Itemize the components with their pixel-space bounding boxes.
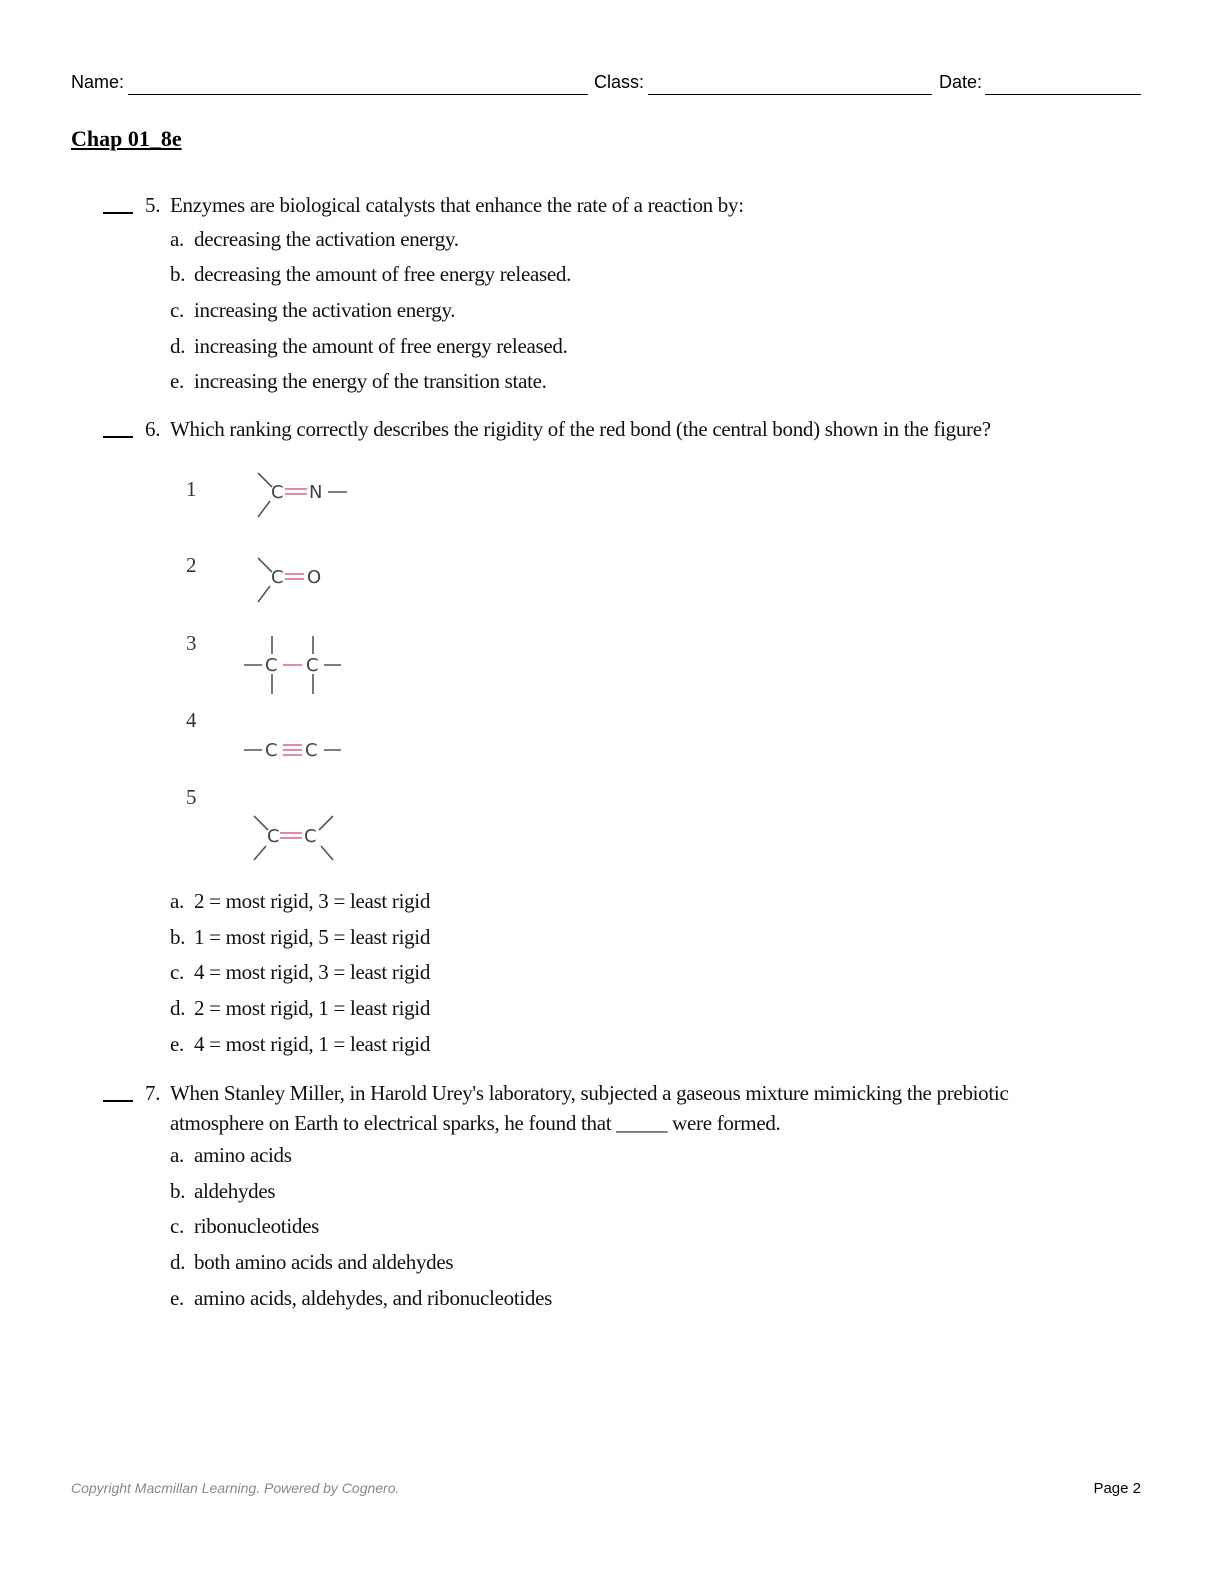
molecule-3-c-single-c — [240, 632, 360, 702]
figure-item-number: 1 — [186, 477, 197, 501]
molecule-1-c-double-n — [240, 465, 360, 525]
answer-blank-6[interactable] — [103, 436, 133, 438]
option-d: d. increasing the amount of free energy released. — [170, 334, 568, 358]
svg-text:O: O — [307, 567, 322, 588]
copyright-notice: Copyright Macmillan Learning. Powered by Cognero. — [71, 1480, 400, 1496]
name-field[interactable] — [128, 94, 588, 95]
option-c: c. ribonucleotides — [170, 1214, 319, 1238]
option-e: e. increasing the energy of the transition state. — [170, 369, 547, 393]
svg-text:N: N — [309, 482, 323, 503]
answer-blank-5[interactable] — [103, 212, 133, 214]
class-field[interactable] — [648, 94, 932, 95]
question-text: Which ranking correctly describes the rigidity of the red bond (the central bond) shown in the figure? — [170, 417, 991, 441]
figure-item-number: 3 — [186, 631, 197, 655]
page-number: Page 2 — [1093, 1480, 1141, 1497]
option-a: a. amino acids — [170, 1143, 292, 1167]
svg-text:C: C — [306, 655, 319, 676]
svg-text:C: C — [265, 740, 278, 761]
svg-text:C: C — [267, 826, 280, 847]
option-e: e. 4 = most rigid, 1 = least rigid — [170, 1032, 431, 1056]
name-label: Name: — [71, 72, 125, 92]
option-b: b. 1 = most rigid, 5 = least rigid — [170, 925, 431, 949]
option-a: a. decreasing the activation energy. — [170, 227, 459, 251]
option-c: c. increasing the activation energy. — [170, 298, 456, 322]
svg-text:C: C — [271, 567, 284, 588]
molecule-4-c-triple-c — [240, 730, 360, 770]
figure-item-number: 4 — [186, 708, 197, 732]
molecule-2-c-double-o — [240, 550, 360, 610]
figure-item-number: 5 — [186, 785, 197, 809]
figure-item-number: 2 — [186, 553, 197, 577]
question-text: Enzymes are biological catalysts that enhance the rate of a reaction by: — [170, 193, 744, 217]
question-text-line-2: atmosphere on Earth to electrical sparks, he found that _____ were formed. — [170, 1111, 781, 1135]
option-c: c. 4 = most rigid, 3 = least rigid — [170, 960, 431, 984]
option-b: b. decreasing the amount of free energy released. — [170, 262, 572, 286]
question-number: 5. — [145, 193, 161, 217]
svg-text:C: C — [305, 740, 318, 761]
option-d: d. 2 = most rigid, 1 = least rigid — [170, 996, 431, 1020]
svg-text:C: C — [304, 826, 317, 847]
option-e: e. amino acids, aldehydes, and ribonucleotides — [170, 1286, 552, 1310]
molecule-5-c-double-c — [240, 810, 360, 870]
answer-blank-7[interactable] — [103, 1100, 133, 1102]
chapter-title: Chap 01_8e — [71, 126, 182, 151]
question-number: 7. — [145, 1081, 161, 1105]
svg-text:C: C — [265, 655, 278, 676]
date-field[interactable] — [985, 94, 1141, 95]
option-b: b. aldehydes — [170, 1179, 276, 1203]
question-number: 6. — [145, 417, 161, 441]
option-a: a. 2 = most rigid, 3 = least rigid — [170, 889, 431, 913]
svg-text:C: C — [271, 482, 284, 503]
class-label: Class: — [594, 72, 645, 92]
date-label: Date: — [939, 72, 983, 92]
option-d: d. both amino acids and aldehydes — [170, 1250, 454, 1274]
question-text-line-1: When Stanley Miller, in Harold Urey's laboratory, subjected a gaseous mixture mimicking the prebiotic — [170, 1081, 1009, 1105]
